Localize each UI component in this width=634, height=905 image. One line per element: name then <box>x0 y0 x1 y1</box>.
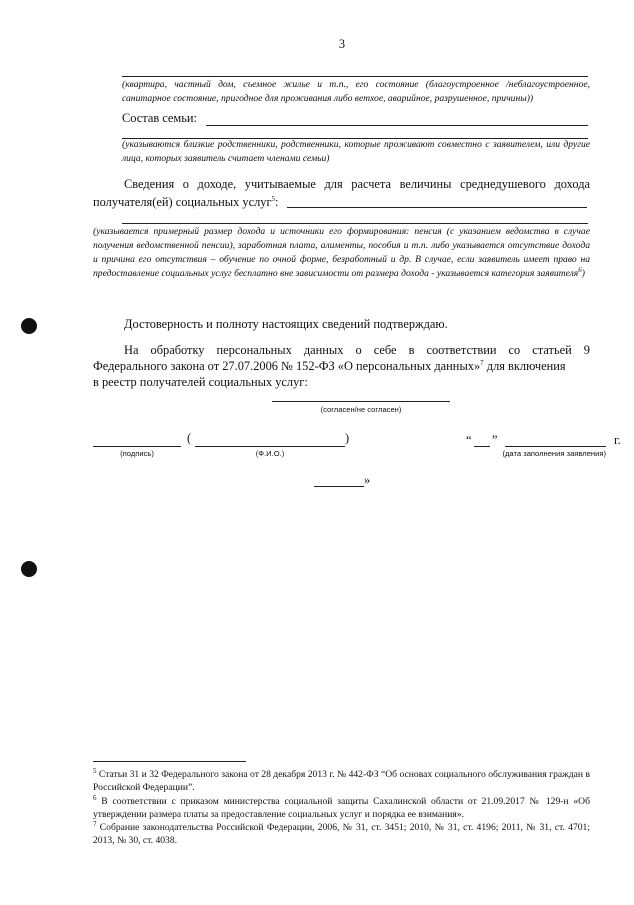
signature-fill-line[interactable] <box>93 446 181 447</box>
consent-text-line-3: в реестр получателей социальных услуг: <box>93 375 308 389</box>
family-fill-line-1[interactable] <box>206 125 588 126</box>
income-text-line-2: получателя(ей) социальных услуг$^5$: <box>93 194 279 209</box>
footnote-ref-7: 7 <box>480 358 484 367</box>
date-month-fill-line[interactable] <box>505 446 606 447</box>
consent-caption: (согласен/не согласен) <box>320 405 402 414</box>
income-fill-line-2[interactable] <box>122 223 588 224</box>
page-number: 3 <box>338 37 346 51</box>
date-open-quote: “ <box>466 433 472 447</box>
fio-open-paren: ( <box>187 431 192 445</box>
registration-fill-line[interactable] <box>314 486 364 487</box>
family-caption: (указываются близкие родственники, родственники, которые проживают совместно с заявителем, или другие лица, которых заявитель считает членами семьи) <box>122 139 590 164</box>
punch-hole-bottom <box>21 561 37 577</box>
fio-caption: (Ф.И.О.) <box>255 449 285 458</box>
fio-fill-line[interactable] <box>195 446 345 447</box>
income-fill-line-1[interactable] <box>287 207 587 208</box>
housing-fill-line[interactable] <box>122 76 588 77</box>
consent-text-line-2: Федерального закона от 27.07.2006 № 152-ФЗ «О персональных данных»$^7$ для включения <box>93 358 566 373</box>
income-text-line-1: Сведения о доходе, учитываемые для расчета величины среднедушевого дохода <box>124 177 590 191</box>
footnote-6: $^6$ В соответствии с приказом министерства социальной защиты Сахалинской области от 21.09.2017 № 129-н «Об утверждении размера платы за предоставление социальных услуг и порядка ее взимания». <box>93 793 590 820</box>
footnote-5: $^5$ Статьи 31 и 32 Федерального закона от 28 декабря 2013 г. № 442-ФЗ “Об основах социального обслуживания граждан в Российской Федерации”. <box>93 766 590 793</box>
date-caption: (дата заполнения заявления) <box>502 449 606 458</box>
date-close-quote: ” <box>492 433 498 447</box>
income-caption: (указывается примерный размер дохода и источники его формирования: пенсия (с указанием ведомства в случае получения ведомственной пенсии), заработная плата, алименты, пособия и т.п. либо указывается отсутствие дохода и причина его отсутствия – обучение по очной форме, безработный и др. В случае, если заявитель имеет право на предоставление социальных услуг бесплатно вне зависимости от размера дохода - указывается категория заявителя$^6$) <box>93 226 590 279</box>
registration-close-quote: » <box>364 473 371 487</box>
footnote-ref-6: 6 <box>578 265 582 274</box>
date-day-fill-line[interactable] <box>474 446 490 447</box>
housing-caption: (квартира, частный дом, съемное жилье и т.п., его состояние (благоустроенное /неблагоустроенное, санитарное состояние, пригодное для проживания либо ветхое, аварийное, разрушенное, причины)) <box>122 79 590 104</box>
punch-hole-top <box>21 318 37 334</box>
fio-close-paren: ) <box>345 431 350 445</box>
footnote-7: $^7$ Собрание законодательства Российской Федерации, 2006, № 31, ст. 3451; 2010, № 31, ст. 4196; 2011, № 31, ст. 4701; 2013, № 30, ст. 4038. <box>93 819 590 846</box>
date-year-suffix: г. <box>614 433 621 447</box>
consent-text-line-1: На обработку персональных данных о себе в соответствии со статьей 9 <box>124 343 590 357</box>
footnote-separator <box>93 761 246 762</box>
footnote-ref-5: 5 <box>271 194 276 203</box>
family-label: Состав семьи: <box>122 111 197 125</box>
signature-caption: (подпись) <box>120 449 154 458</box>
consent-fill-line[interactable] <box>272 401 450 402</box>
confirm-text: Достоверность и полноту настоящих сведений подтверждаю. <box>124 317 448 331</box>
